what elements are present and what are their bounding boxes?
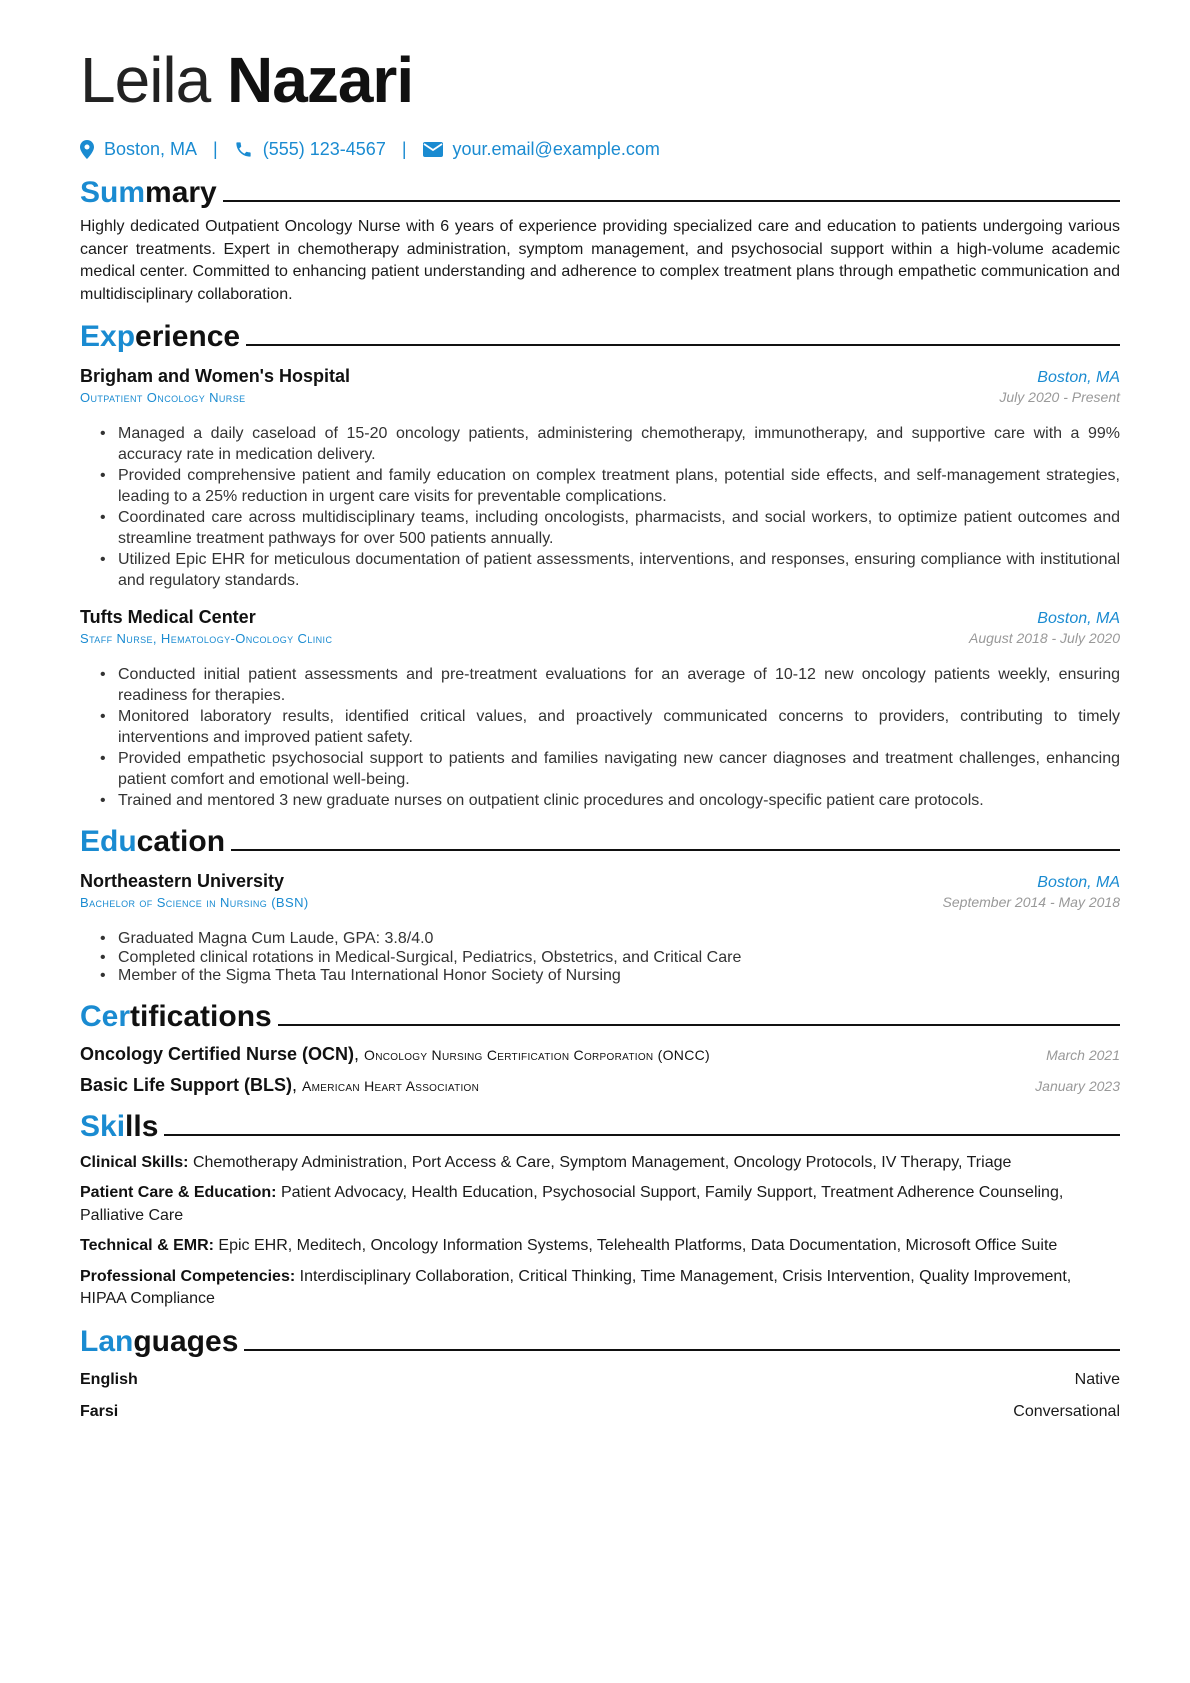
language-item (80, 1401, 1120, 1423)
list-item: • Managed a daily caseload of 15-20 oncology patients, administering chemotherapy, immunotherapy, and supportive care with a 99% accuracy rate in medication delivery. (118, 423, 1120, 465)
experience-entry (80, 607, 1120, 811)
education-heading: Edu cation (80, 821, 1120, 859)
last-name: Nazari (227, 44, 414, 116)
list-item: • Conducted initial patient assessments and pre-treatment evaluations for an average of 10-12 new oncology patients weekly, ensuring readiness for therapies. (118, 664, 1120, 706)
summary-text: Highly dedicated Outpatient Oncology Nurse with 6 years of experience providing specialized care and education to patients undergoing various cancer treatments. Expert in chemotherapy administration, symptom management, and psychosocial support within a high-volume academic medical center. Committed to enhancing patient understanding and adherence to complex treatment plans through empathetic communication and multidisciplinary collaboration. (80, 218, 1120, 303)
job-title: Outpatient Oncology Nurse (80, 390, 246, 405)
skill-label: Patient Care & Education: (80, 1184, 277, 1201)
first-name: Leila (80, 44, 211, 116)
languages-heading: Lan guages (80, 1321, 1120, 1359)
skill-text: Patient Advocacy, Health Education, Psychosocial Support, Family Support, Treatment Adherence Counseling, Palliative Care (80, 1184, 1064, 1224)
job-bullets (80, 664, 1120, 811)
section-rule (244, 1349, 1120, 1351)
job-title: Staff Nurse, Hematology-Oncology Clinic (80, 631, 333, 646)
employer-location: Boston, MA (1037, 369, 1120, 386)
list-item: • Provided empathetic psychosocial support to patients and families navigating new cancer diagnoses and treatment challenges, enhancing patient comfort and emotional well-being. (118, 748, 1120, 790)
certification-name: Oncology Certified Nurse (OCN) (80, 1043, 355, 1064)
skills-heading: Ski lls (80, 1106, 1120, 1144)
employer-name: Tufts Medical Center (80, 607, 256, 627)
skill-text: Epic EHR, Meditech, Oncology Information Systems, Telehealth Platforms, Data Documentation, Microsoft Office Suite (218, 1237, 1058, 1254)
school-name: Northeastern University (80, 871, 285, 891)
job-bullets (80, 423, 1120, 591)
experience-heading: Exp erience (80, 316, 1120, 354)
certification-name: Basic Life Support (BLS) (80, 1074, 293, 1095)
skill-label: Clinical Skills: (80, 1153, 189, 1171)
section-rule (164, 1134, 1120, 1136)
skill-group (80, 1182, 1120, 1227)
certification-item: Oncology Certified Nurse (OCN), Oncology Nursing Certification Corporation (ONCC) March 2021 (80, 1043, 1120, 1064)
job-dates: July 2020 - Present (999, 389, 1120, 405)
language-level: Conversational (1013, 1402, 1120, 1420)
section-rule (246, 344, 1120, 346)
location-text: Boston, MA (104, 138, 198, 159)
skill-label: Professional Competencies: (80, 1267, 296, 1285)
language-name: Farsi (80, 1402, 119, 1420)
contact-line (80, 136, 1120, 162)
skill-group (80, 1235, 1120, 1258)
education-dates: September 2014 - May 2018 (942, 894, 1120, 910)
section-rule (231, 849, 1120, 851)
contact-email[interactable] (423, 139, 660, 160)
employer-location: Boston, MA (1037, 610, 1120, 627)
education-entry (80, 871, 1120, 986)
section-rule (223, 200, 1120, 202)
list-item: • Trained and mentored 3 new graduate nurses on outpatient clinic procedures and oncology-specific patient care protocols. (118, 790, 1120, 811)
section-rule (278, 1024, 1120, 1026)
phone-text[interactable]: (555) 123-4567 (262, 138, 386, 159)
job-dates: August 2018 - July 2020 (969, 630, 1120, 646)
certifications-heading: Cer tifications (80, 996, 1120, 1034)
experience-entry (80, 366, 1120, 591)
summary-heading: Sum mary (80, 172, 1120, 210)
list-item: • Completed clinical rotations in Medical-Surgical, Pediatrics, Obstetrics, and Critical Care (118, 949, 1120, 968)
certification-org: Oncology Nursing Certification Corporation (ONCC) (364, 1046, 710, 1063)
certification-date: March 2021 (1046, 1046, 1120, 1063)
list-item: • Utilized Epic EHR for meticulous documentation of patient assessments, interventions, and responses, ensuring compliance with institutional and regulatory standards. (118, 549, 1120, 591)
list-item: • Member of the Sigma Theta Tau International Honor Society of Nursing (118, 967, 1120, 986)
language-name: English (80, 1370, 138, 1388)
skill-label: Technical & EMR: (80, 1237, 214, 1254)
list-item: • Monitored laboratory results, identified critical values, and proactively communicated concerns to providers, contributing to timely interventions and improved patient safety. (118, 706, 1120, 748)
contact-separator: | (401, 138, 407, 159)
employer-name: Brigham and Women's Hospital (80, 366, 350, 386)
contact-separator: | (213, 138, 218, 159)
education-bullets (80, 930, 1120, 986)
skill-group (80, 1152, 1120, 1175)
skill-group (80, 1266, 1120, 1311)
language-item (80, 1369, 1120, 1391)
school-location: Boston, MA (1037, 874, 1120, 891)
skill-text: Interdisciplinary Collaboration, Critical Thinking, Time Management, Crisis Intervention, Quality Improvement, HIPAA Compliance (80, 1267, 1072, 1307)
list-item: • Graduated Magna Cum Laude, GPA: 3.8/4.0 (118, 930, 1120, 949)
contact-location (80, 139, 197, 160)
contact-phone[interactable] (234, 139, 386, 160)
map-marker-icon (80, 140, 94, 159)
list-item: • Provided comprehensive patient and family education on complex treatment plans, potential side effects, and self-management strategies, leading to a 25% reduction in urgent care visits for preventable complications. (118, 465, 1120, 507)
candidate-name (80, 40, 1120, 124)
skill-text: Chemotherapy Administration, Port Access & Care, Symptom Management, Oncology Protocols, IV Therapy, Triage (192, 1153, 1012, 1171)
degree-title: Bachelor of Science in Nursing (BSN) (80, 895, 309, 910)
list-item: • Coordinated care across multidisciplinary teams, including oncologists, pharmacists, and social workers, to optimize patient outcomes and streamline treatment pathways for over 500 patients annually. (118, 507, 1120, 549)
certification-org: American Heart Association (302, 1077, 480, 1094)
phone-icon (234, 140, 253, 159)
email-link[interactable]: your.email@example.com (452, 138, 660, 159)
language-level: Native (1074, 1370, 1120, 1388)
certification-date: January 2023 (1035, 1077, 1120, 1094)
certification-item: Basic Life Support (BLS), American Heart Association January 2023 (80, 1074, 1120, 1095)
envelope-icon (423, 142, 443, 157)
